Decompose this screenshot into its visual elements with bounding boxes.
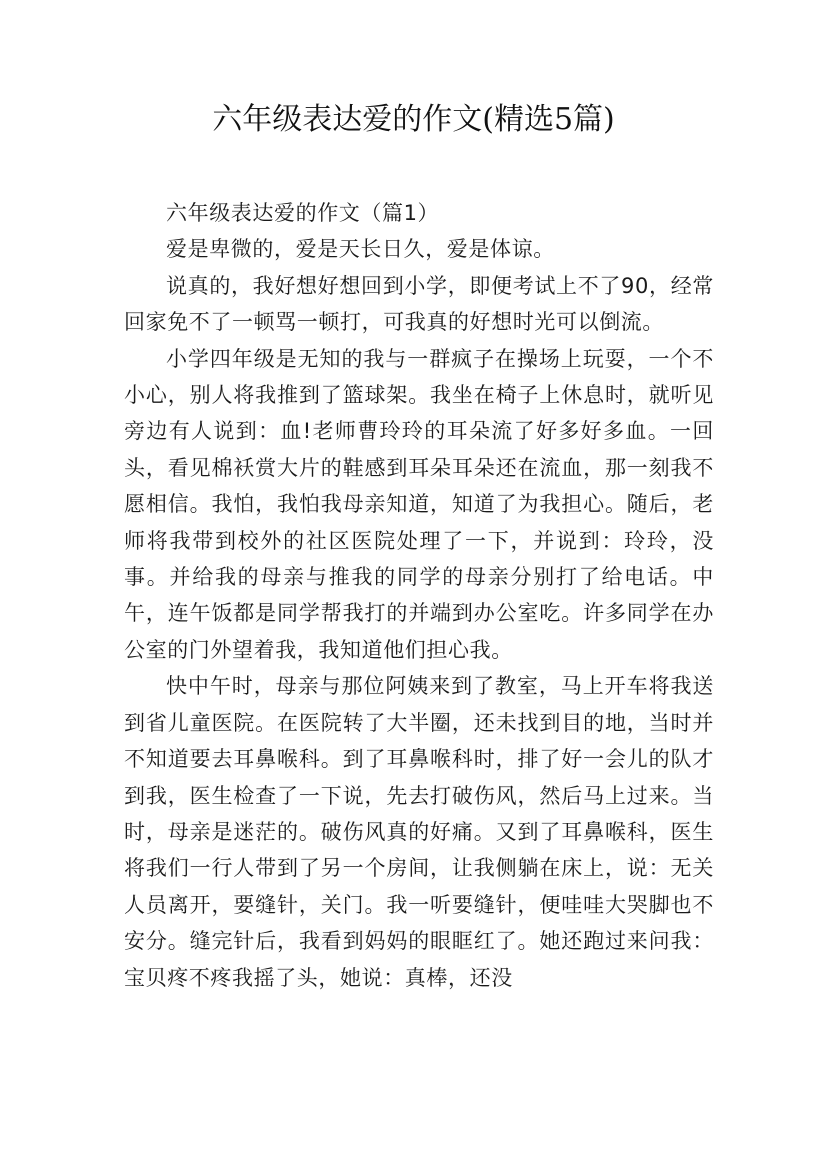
document-title: 六年级表达爱的作文(精选5篇) bbox=[212, 102, 615, 137]
paragraph: 爱是卑微的，爱是天长日久，爱是体谅。 bbox=[166, 237, 555, 262]
paragraph: 快中午时，母亲与那位阿姨来到了教室，马上开车将我送到省儿童医院。在医院转了大半圈，还未找到目的地，当时并不知道要去耳鼻喉科。到了耳鼻喉科时，排了好一会儿的队才到我，医生检查了一下说，先去打破伤风，然后马上过来。当时，母亲是迷茫的。破伤风真的好痛。又到了耳鼻喉科，医生将我们一行人带到了另一个房间，让我侧躺在床上，说：无关人员离开，要缝针，关门。我一听要缝针，便哇哇大哭脚也不安分。缝完针后，我看到妈妈的眼眶红了。她还跑过来问我：宝贝疼不疼我摇了头，她说：真棒，还没 bbox=[124, 674, 714, 990]
document-body bbox=[124, 195, 714, 996]
paragraph: 说真的，我好想好想回到小学，即便考试上不了90，经常回家免不了一顿骂一顿打，可我真的好想时光可以倒流。 bbox=[124, 273, 714, 335]
paragraph: 小学四年级是无知的我与一群疯子在操场上玩耍，一个不小心，别人将我推到了篮球架。我坐在椅子上休息时，就听见旁边有人说到：血!老师曹玲玲的耳朵流了好多好多血。一回头，看见棉袄赏大片的鞋感到耳朵耳朵还在流血，那一刻我不愿相信。我怕，我怕我母亲知道，知道了为我担心。随后，老师将我带到校外的社区医院处理了一下，并说到：玲玲，没事。并给我的母亲与推我的同学的母亲分别打了给电话。中午，连午饭都是同学帮我打的并端到办公室吃。许多同学在办公室的门外望着我，我知道他们担心我。 bbox=[124, 346, 714, 662]
paragraph-section-heading: 六年级表达爱的作文（篇1） bbox=[166, 201, 440, 225]
